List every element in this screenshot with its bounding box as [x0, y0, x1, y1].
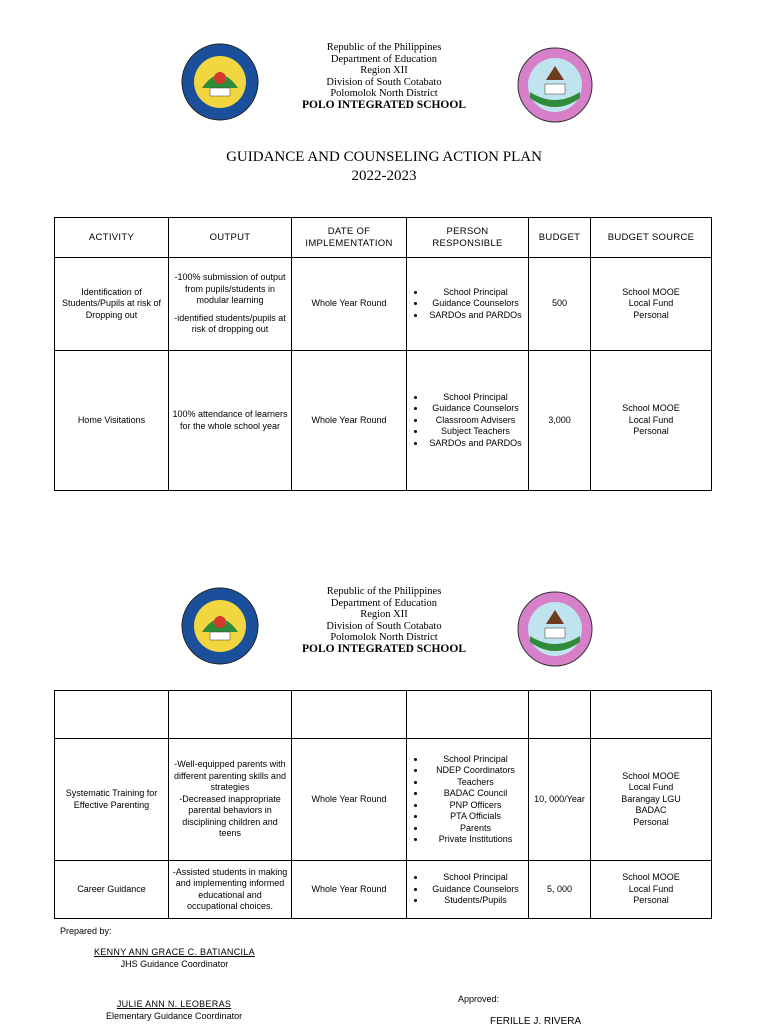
letterhead-line: Division of South Cotabato [326, 620, 442, 632]
activity-cell: Home Visitations [55, 351, 169, 491]
source-item: BADAC [635, 805, 667, 816]
source-item: Personal [633, 816, 669, 827]
letterhead-line: Republic of the Philippines [326, 42, 442, 53]
column-header: PERSON RESPONSIBLE [407, 218, 529, 258]
source-cell [591, 258, 712, 351]
title-line-1: GUIDANCE AND COUNSELING ACTION PLAN [226, 149, 542, 165]
preparer-title: Elementary Guidance Coordinator [106, 1011, 243, 1021]
persons-cell [407, 258, 529, 351]
column-header: DATE OF IMPLEMENTATION [292, 218, 407, 258]
letterhead-line: Department of Education [330, 597, 438, 609]
output-text: 100% attendance of learners for the whole school year [172, 409, 288, 431]
preparer-title: JHS Guidance Coordinator [120, 959, 229, 969]
action-plan-table-1 [54, 217, 712, 491]
source-cell [591, 861, 712, 919]
person-item: • Teachers [426, 777, 525, 789]
persons-cell [407, 861, 529, 919]
source-item: Local Fund [628, 298, 674, 309]
preparer-name: KENNY ANN GRACE C. BATIANCILA [94, 947, 255, 957]
person-item: • Students/Pupils [426, 895, 525, 907]
person-item: • School Principal [426, 287, 525, 299]
budget-cell: 3,000 [529, 351, 591, 491]
person-item: • SARDOs and PARDOs [426, 438, 525, 450]
person-item: • School Principal [426, 872, 525, 884]
column-header: OUTPUT [169, 218, 292, 258]
source-item: Barangay LGU [621, 793, 681, 804]
prepared-label: Prepared by: [60, 926, 112, 936]
person-item: • School Principal [426, 754, 525, 766]
table-row [55, 739, 712, 861]
preparer-name: JULIE ANN N. LEOBERAS [116, 999, 232, 1009]
person-item: • Guidance Counselors [426, 884, 525, 896]
source-cell [591, 739, 712, 861]
action-plan-table-2 [54, 690, 712, 919]
output-cell [169, 258, 292, 351]
column-header: BUDGET SOURCE [591, 218, 712, 258]
person-item: • School Principal [426, 392, 525, 404]
source-item: Personal [633, 309, 669, 320]
budget-cell: 10, 000/Year [529, 739, 591, 861]
letterhead-line: Republic of the Philippines [326, 586, 442, 597]
source-item: School MOOE [622, 286, 680, 297]
person-item: • NDEP Coordinators [426, 765, 525, 777]
person-item: • Classroom Advisers [426, 415, 525, 427]
person-item: • Guidance Counselors [426, 298, 525, 310]
activity-cell: Career Guidance [55, 861, 169, 919]
title-line-2: 2022-2023 [351, 168, 417, 184]
source-cell [591, 351, 712, 491]
letterhead-line: Division of South Cotabato [326, 76, 442, 88]
letterhead-line: Polomolok North District [330, 632, 438, 644]
approved-label: Approved: [458, 994, 500, 1004]
table-row [55, 351, 712, 491]
person-item: • Parents [426, 823, 525, 835]
date-cell: Whole Year Round [292, 861, 407, 919]
output-text: -Well-equipped parents with different parenting skills and strategies [174, 759, 286, 793]
letterhead-line: Region XII [360, 609, 408, 621]
person-item: • PTA Officials [426, 811, 525, 823]
date-cell: Whole Year Round [292, 258, 407, 351]
activity-cell: Identification of Students/Pupils at risk of Dropping out [55, 258, 169, 351]
school-seal-logo [516, 46, 594, 124]
person-item: • PNP Officers [426, 800, 525, 812]
person-item: • Guidance Counselors [426, 403, 525, 415]
output-text: -identified students/pupils at risk of dropping out [174, 312, 286, 335]
date-cell: Whole Year Round [292, 739, 407, 861]
letterhead-line: Department of Education [330, 53, 438, 65]
school-seal-logo [516, 590, 594, 668]
preparer-1 [94, 947, 255, 969]
person-item: • Subject Teachers [426, 426, 525, 438]
table-header-row [55, 218, 712, 258]
document-title [0, 148, 768, 186]
activity-cell: Systematic Training for Effective Parenting [55, 739, 169, 861]
school-name: POLO INTEGRATED SCHOOL [301, 642, 466, 655]
empty-header-row [55, 691, 712, 739]
output-text: -Assisted students in making and implementing informed educational and occupational choices. [172, 866, 288, 911]
source-item: School MOOE [622, 872, 680, 883]
column-header: BUDGET [529, 218, 591, 258]
budget-cell: 500 [529, 258, 591, 351]
letterhead-second [0, 586, 768, 666]
letterhead-line: Polomolok North District [330, 88, 438, 100]
persons-cell [407, 739, 529, 861]
table-row [55, 258, 712, 351]
output-cell [169, 739, 292, 861]
table-row [55, 861, 712, 919]
persons-cell [407, 351, 529, 491]
person-item: • BADAC Council [426, 788, 525, 800]
preparer-2 [106, 999, 242, 1021]
budget-cell: 5, 000 [529, 861, 591, 919]
output-cell [169, 351, 292, 491]
source-item: Personal [633, 426, 669, 437]
letterhead-top [0, 42, 768, 122]
source-item: Local Fund [628, 414, 674, 425]
approver-name: FERILLE J. RIVERA [490, 1016, 582, 1027]
letterhead-line: Region XII [360, 65, 408, 77]
person-item: • Private Institutions [426, 834, 525, 846]
source-item: Local Fund [628, 883, 674, 894]
school-name: POLO INTEGRATED SCHOOL [301, 98, 466, 111]
source-item: School MOOE [622, 770, 680, 781]
source-item: School MOOE [622, 403, 680, 414]
output-text: -Decreased inappropriate parental behaviors in disciplining children and teens [179, 793, 281, 839]
output-text: -100% submission of output from pupils/students in modular learning [174, 272, 286, 306]
output-cell [169, 861, 292, 919]
source-item: Personal [633, 895, 669, 906]
date-cell: Whole Year Round [292, 351, 407, 491]
column-header: ACTIVITY [55, 218, 169, 258]
person-item: • SARDOs and PARDOs [426, 310, 525, 322]
source-item: Local Fund [628, 782, 674, 793]
